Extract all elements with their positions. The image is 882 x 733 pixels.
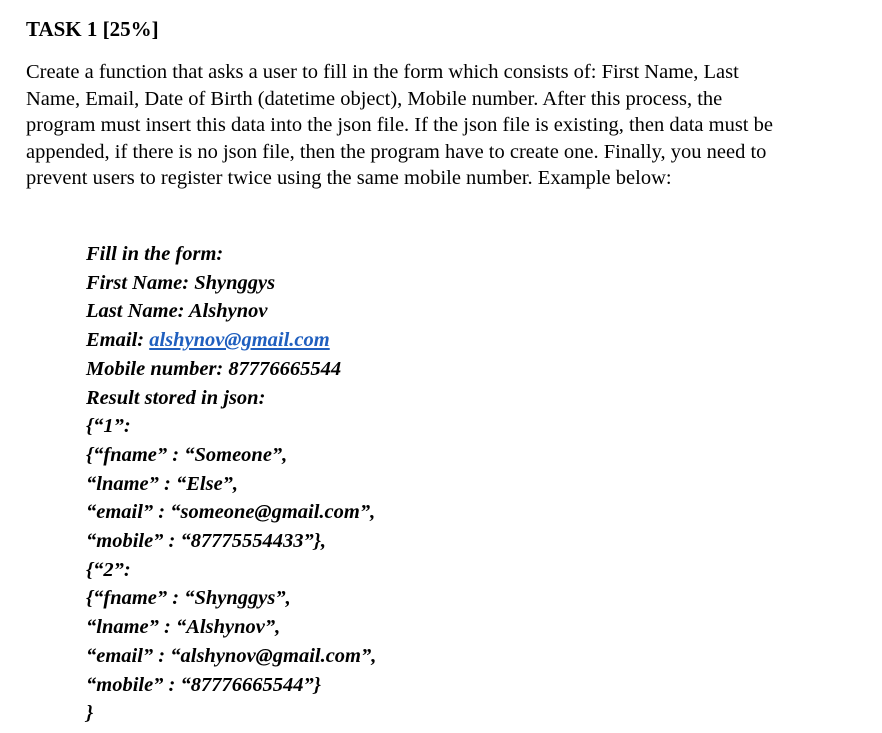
json-line: “email” : “someone@gmail.com”, <box>86 501 376 524</box>
description-line: Name, Email, Date of Birth (datetime object), Mobile number. After this process, the <box>26 87 723 110</box>
json-line: “lname” : “Alshynov”, <box>86 616 281 639</box>
last-name-line: Last Name: Alshynov <box>86 300 268 323</box>
json-line: “lname” : “Else”, <box>86 472 239 495</box>
description-line: program must insert this data into the json file. If the json file is existing, then data must be <box>26 114 773 136</box>
task-description <box>26 59 871 192</box>
result-label: Result stored in json: <box>86 386 266 409</box>
mobile-line: Mobile number: 87776665544 <box>86 357 342 380</box>
json-line: {“fname” : “Someone”, <box>86 443 288 466</box>
email-link[interactable]: alshynov@gmail.com <box>149 329 330 352</box>
example-block <box>86 240 376 728</box>
description-line: prevent users to register twice using the same mobile number. Example below: <box>26 167 672 189</box>
description-line: Create a function that asks a user to fill in the form which consists of: First Name, Last <box>26 61 739 83</box>
email-line <box>86 326 376 355</box>
email-label: Email: <box>86 329 150 352</box>
json-line: } <box>86 702 94 725</box>
json-line: “mobile” : “87776665544”} <box>86 673 321 696</box>
first-name-line: First Name: Shynggys <box>86 271 276 294</box>
json-line: {“1”: <box>86 415 131 438</box>
json-line: “email” : “alshynov@gmail.com”, <box>86 644 377 667</box>
json-line: {“fname” : “Shynggys”, <box>86 587 291 610</box>
form-prompt: Fill in the form: <box>86 243 224 265</box>
json-line: {“2”: <box>86 558 131 581</box>
json-line: “mobile” : “87775554433”}, <box>86 530 327 553</box>
description-line: appended, if there is no json file, then the program have to create one. Finally, you need to <box>26 140 767 163</box>
task-heading: TASK 1 [25%] <box>26 17 159 41</box>
